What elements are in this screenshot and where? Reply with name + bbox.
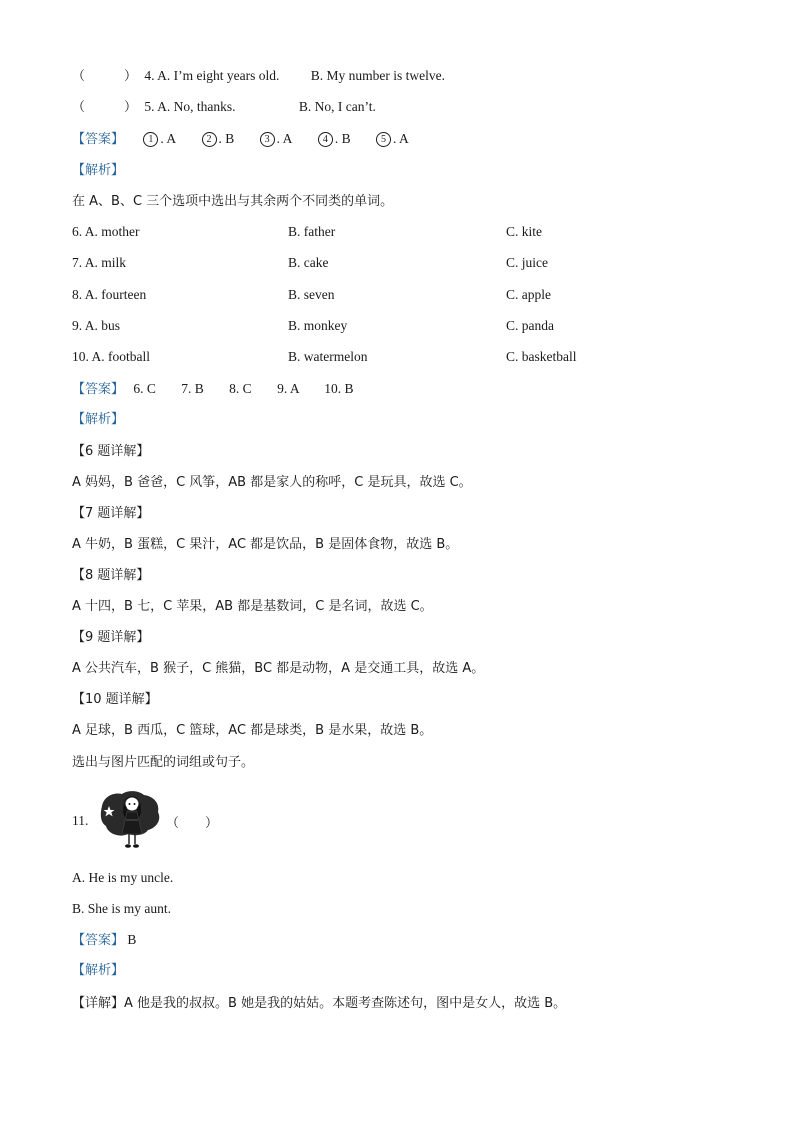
- analysis-label: 【解析】: [72, 963, 125, 978]
- circled-number: 1: [143, 132, 158, 147]
- answer-line-3: [72, 931, 136, 950]
- option-c: C. basketball: [506, 349, 577, 364]
- question-11-number: 11.: [72, 813, 89, 828]
- answer-value: . A: [276, 131, 293, 146]
- detail-8-text: A 十四，B 七，C 苹果，AB 都是基数词，C 是名词，故选 C。: [72, 599, 433, 614]
- option-a: 9. A. bus: [72, 318, 121, 333]
- option-a: 6. A. mother: [72, 224, 140, 239]
- answer-blank: （ ）: [72, 69, 138, 84]
- question-5-option-a: 5. A. No, thanks.: [144, 99, 236, 114]
- answer-value: B: [127, 932, 137, 947]
- answer-value: . A: [160, 131, 177, 146]
- option-c: C. juice: [506, 255, 548, 270]
- option-b: B. seven: [288, 287, 335, 302]
- detail-label: 【详解】: [72, 996, 125, 1011]
- analysis-label: 【解析】: [72, 163, 125, 178]
- option-b: B. cake: [288, 255, 329, 270]
- answer-label: 【答案】: [72, 933, 125, 948]
- option-b: B. monkey: [288, 318, 348, 333]
- detail-7-title: 【7 题详解】: [72, 506, 150, 521]
- answer-value: . B: [334, 131, 351, 146]
- detail-10-text: A 足球，B 西瓜，C 篮球，AC 都是球类，B 是水果，故选 B。: [72, 723, 433, 738]
- answer-label: 【答案】: [72, 132, 125, 147]
- question-11-option-a: A. He is my uncle.: [72, 870, 174, 885]
- detail-text: A 他是我的叔叔。B 她是我的姑姑。本题考查陈述句，图中是女人，故选 B。: [124, 996, 567, 1011]
- option-a: 8. A. fourteen: [72, 287, 147, 302]
- answer-item: [143, 130, 176, 148]
- circled-number: 2: [202, 132, 217, 147]
- option-a: 10. A. football: [72, 349, 150, 364]
- detail-7-text: A 牛奶，B 蛋糕，C 果汁，AC 都是饮品，B 是固体食物，故选 B。: [72, 537, 459, 552]
- question-4-option-a: 4. A. I’m eight years old.: [144, 68, 280, 83]
- answer-item: 8. C: [229, 381, 252, 396]
- section-3-instruction: 选出与图片匹配的词组或句子。: [72, 755, 255, 770]
- detail-9-text: A 公共汽车，B 猴子，C 熊猫，BC 都是动物，A 是交通工具，故选 A。: [72, 661, 485, 676]
- answer-item: [202, 130, 235, 148]
- answer-blank: （ ）: [166, 816, 219, 831]
- circled-number: 4: [318, 132, 333, 147]
- circled-number: 3: [260, 132, 275, 147]
- detail-6-text: A 妈妈，B 爸爸，C 风筝，AB 都是家人的称呼，C 是玩具，故选 C。: [72, 475, 472, 490]
- question-4-option-b: B. My number is twelve.: [310, 68, 445, 83]
- question-4: [72, 67, 445, 86]
- question-5: [72, 98, 376, 117]
- option-c: C. kite: [506, 224, 542, 239]
- detail-8-title: 【8 题详解】: [72, 568, 150, 583]
- section-2-instruction: 在 A、B、C 三个选项中选出与其余两个不同类的单词。: [72, 194, 394, 209]
- detail-10-title: 【10 题详解】: [72, 692, 158, 707]
- answer-item: [260, 130, 293, 148]
- detail-11: [72, 994, 566, 1013]
- option-a: 7. A. milk: [72, 255, 127, 270]
- answer-line-2: [72, 380, 353, 399]
- question-5-option-b: B. No, I can’t.: [298, 99, 376, 114]
- answer-value: . B: [218, 131, 235, 146]
- circled-number: 5: [376, 132, 391, 147]
- answer-item: [318, 130, 351, 148]
- answer-line-1: [72, 130, 431, 149]
- answer-item: [376, 130, 409, 148]
- answer-item: 6. C: [133, 381, 156, 396]
- option-b: B. watermelon: [288, 349, 368, 364]
- answer-item: 10. B: [324, 381, 354, 396]
- option-c: C. apple: [506, 287, 551, 302]
- answer-value: . A: [392, 131, 409, 146]
- detail-6-title: 【6 题详解】: [72, 444, 150, 459]
- girl-illustration: [98, 786, 164, 852]
- analysis-label: 【解析】: [72, 412, 125, 427]
- detail-9-title: 【9 题详解】: [72, 630, 150, 645]
- answer-item: 9. A: [277, 381, 299, 396]
- option-c: C. panda: [506, 318, 554, 333]
- answer-items: [143, 131, 430, 146]
- option-b: B. father: [288, 224, 336, 239]
- answer-item: 7. B: [181, 381, 204, 396]
- question-11-option-b: B. She is my aunt.: [72, 901, 172, 916]
- answer-label: 【答案】: [72, 382, 125, 397]
- girl-picture: [98, 786, 164, 852]
- answer-blank: （ ）: [72, 100, 138, 115]
